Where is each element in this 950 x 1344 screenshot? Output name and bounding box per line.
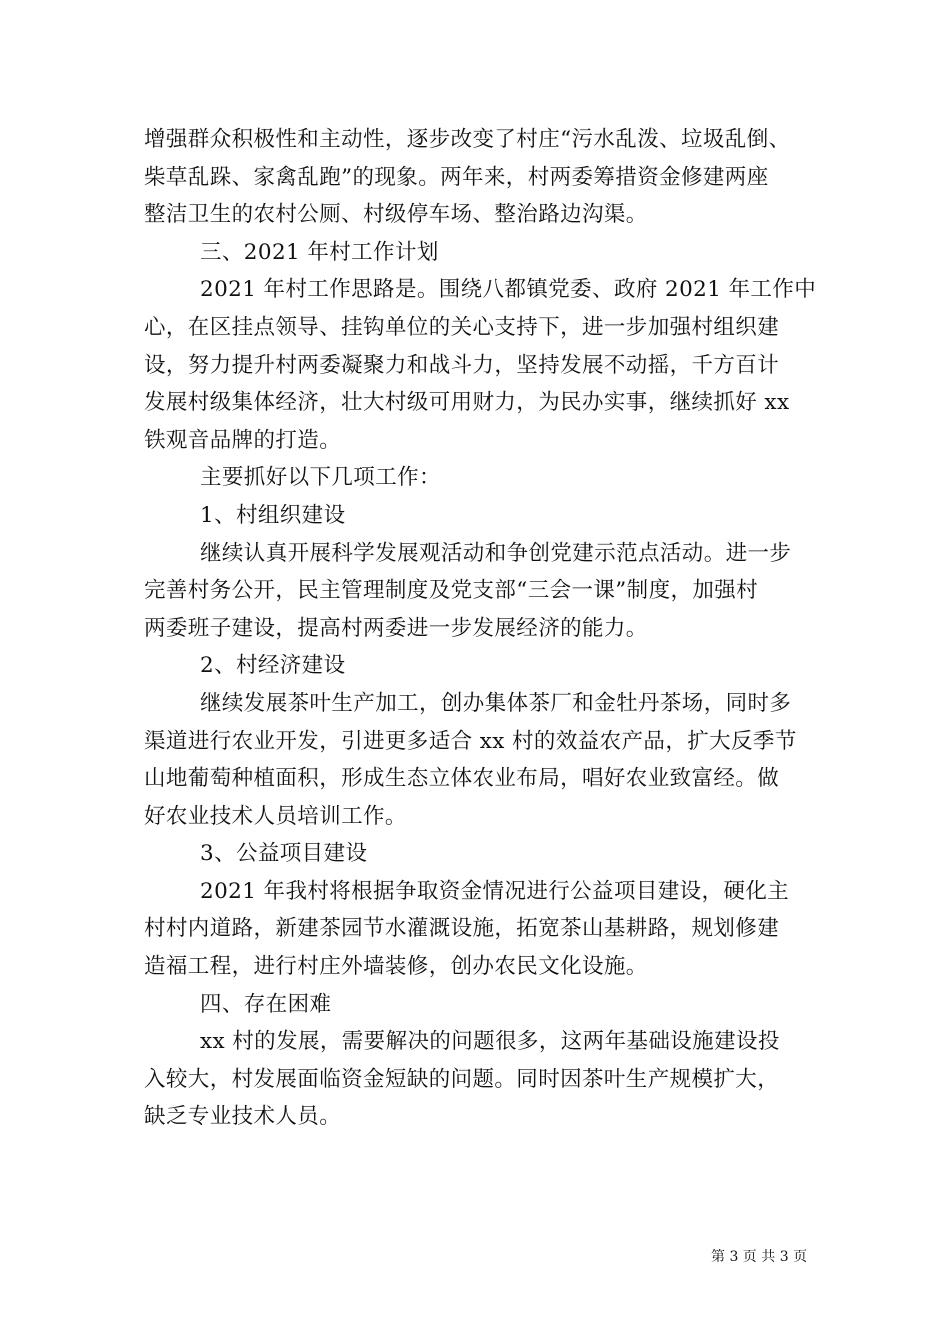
text-line: 四、存在困难 [200,991,332,1017]
text-line: 继续认真开展科学发展观活动和争创党建示范点活动。进一步 [200,540,792,566]
text-line: xx 村的发展，需要解决的问题很多，这两年基础设施建设投 [200,1029,780,1055]
page-number: 第 3 页 共 3 页 [711,1249,808,1265]
text-line: 村村内道路，新建茶园节水灌溉设施，拓宽茶山基耕路，规划修建 [144,916,780,942]
text-line: 增强群众积极性和主动性，逐步改变了村庄“污水乱泼、垃圾乱倒、 [144,127,791,152]
text-line: 铁观音品牌的打造。 [144,427,342,453]
text-line: 主要抓好以下几项工作： [200,465,441,491]
text-line: 发展村级集体经济，壮大村级可用财力，为民办实事，继续抓好 xx [144,390,790,416]
text-line: 入较大，村发展面临资金短缺的问题。同时因茶叶生产规模扩大， [144,1066,780,1092]
document-body [144,121,817,1136]
text-line: 设，努力提升村两委凝聚力和战斗力，坚持发展不动摇，千方百计 [144,352,780,378]
text-line: 渠道进行农业开发，引进更多适合 xx 村的效益农产品，扩大反季节 [144,728,797,754]
text-line: 三、2021 年村工作计划 [200,239,439,265]
text-line: 心，在区挂点领导、挂钩单位的关心支持下，进一步加强村组织建 [144,314,780,340]
text-line: 完善村务公开，民主管理制度及党支部“三会一课”制度，加强村 [144,578,759,604]
text-line: 柴草乱跺、家禽乱跑”的现象。两年来，村两委筹措资金修建两座 [144,164,769,190]
text-line: 继续发展茶叶生产加工，创办集体茶厂和金牡丹茶场，同时多 [200,690,792,716]
text-line: 整洁卫生的农村公厕、村级停车场、整治路边沟渠。 [144,202,648,228]
text-line: 造福工程，进行村庄外墙装修，创办农民文化设施。 [144,954,648,980]
text-line: 3、公益项目建设 [200,841,368,867]
text-line: 1、村组织建设 [200,502,346,528]
text-line: 2、村经济建设 [200,653,346,679]
text-line: 2021 年我村将根据争取资金情况进行公益项目建设，硬化主 [200,878,790,904]
text-line: 缺乏专业技术人员。 [144,1104,342,1130]
text-line: 两委班子建设，提高村两委进一步发展经济的能力。 [144,615,648,641]
text-line: 好农业技术人员培训工作。 [144,803,407,829]
text-line: 2021 年村工作思路是。围绕八都镇党委、政府 2021 年工作中 [200,277,817,303]
text-line: 山地葡萄种植面积，形成生态立体农业布局，唱好农业致富经。做 [144,766,780,792]
